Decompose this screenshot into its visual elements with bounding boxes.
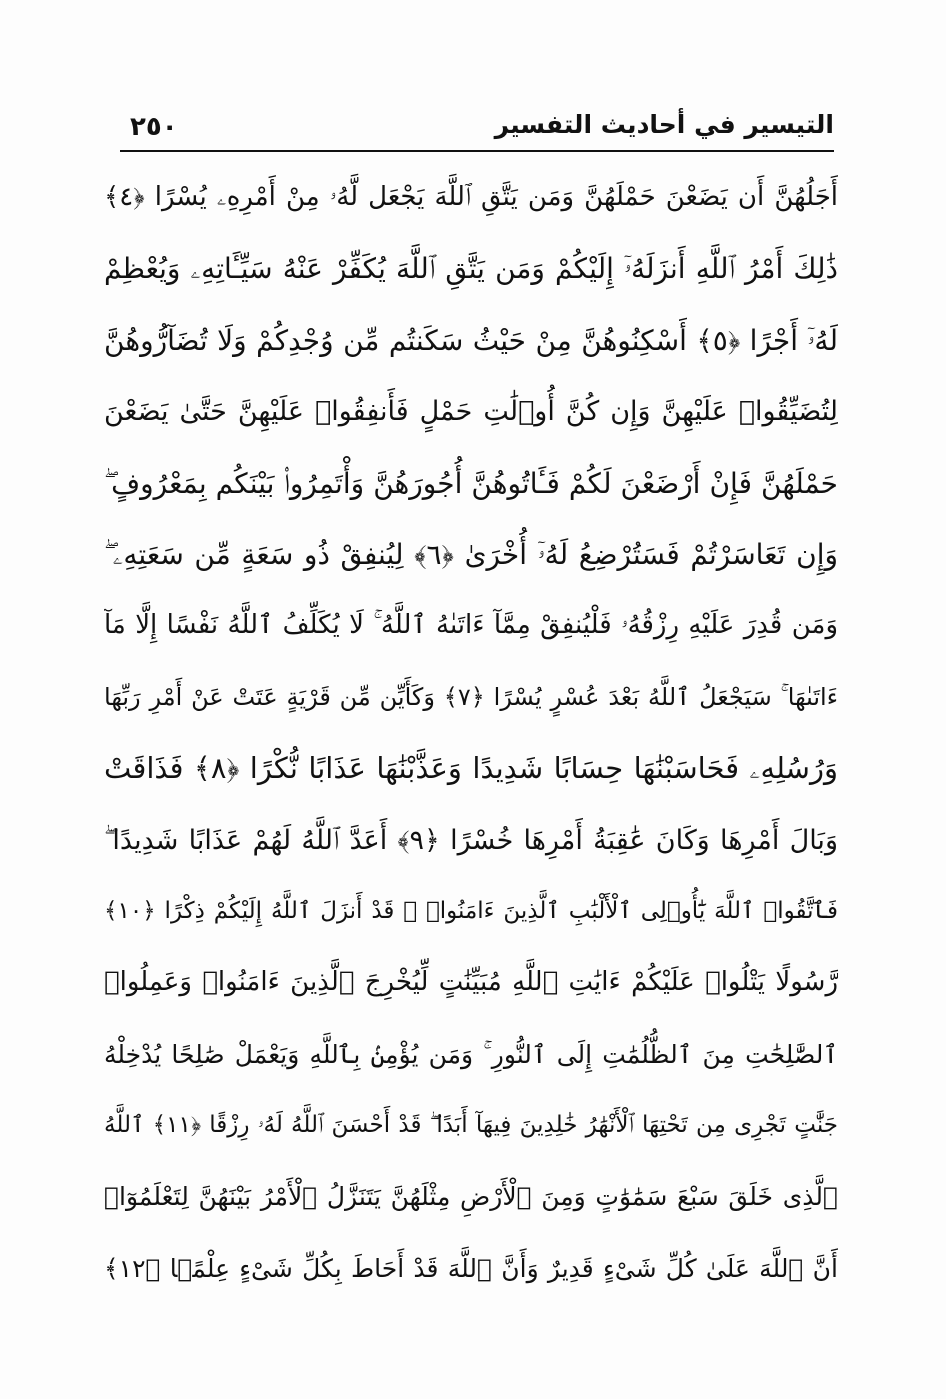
- text-line: فَٱتَّقُوا۟ ٱللَّهَ يَٰٓأُو۟لِى ٱلْأَلْبَٰبِ ٱلَّذِينَ ءَامَنُوا۟ ۚ قَدْ أَنزَلَ ٱللَّهُ إِلَيْكُمْ ذِكْرًا ﴿١٠﴾: [104, 897, 838, 924]
- text-line: ٱلَّذِى خَلَقَ سَبْعَ سَمَٰوَٰتٍ وَمِنَ ٱلْأَرْضِ مِثْلَهُنَّ يَتَنَزَّلُ ٱلْأَمْرُ بَيْنَهُنَّ لِتَعْلَمُوٓا۟: [104, 1182, 838, 1212]
- text-line: أَجَلُهُنَّ أَن يَضَعْنَ حَمْلَهُنَّ وَمَن يَتَّقِ ٱللَّهَ يَجْعَل لَّهُۥ مِنْ أَمْرِهِۦ يُسْرًا ﴿٤﴾: [104, 182, 838, 212]
- text-line: أَنَّ ٱللَّهَ عَلَىٰ كُلِّ شَىْءٍ قَدِيرٌ وَأَنَّ ٱللَّهَ قَدْ أَحَاطَ بِكُلِّ شَىْءٍ عِلْمًۢا ﴿١٢﴾: [104, 1253, 838, 1283]
- book-title: التيسير في أحاديث التفسير: [494, 110, 834, 139]
- text-line: حَمْلَهُنَّ فَإِنْ أَرْضَعْنَ لَكُمْ فَـَٔاتُوهُنَّ أُجُورَهُنَّ وَأْتَمِرُوا۟ بَيْنَكُم بِمَعْرُوفٍ ۖ: [104, 466, 838, 500]
- text-line: لَهُۥٓ أَجْرًا ﴿٥﴾ أَسْكِنُوهُنَّ مِنْ حَيْثُ سَكَنتُم مِّن وُجْدِكُمْ وَلَا تُضَآرُّوهُنَّ: [104, 323, 838, 357]
- text-line: جَنَّٰتٍ تَجْرِى مِن تَحْتِهَا ٱلْأَنْهَٰرُ خَٰلِدِينَ فِيهَآ أَبَدًا ۖ قَدْ أَحْسَنَ ٱللَّهُ لَهُۥ رِزْقًا ﴿١١﴾ ٱللَّهُ: [104, 1112, 838, 1139]
- text-line: لِتُضَيِّقُوا۟ عَلَيْهِنَّ وَإِن كُنَّ أُو۟لَٰتِ حَمْلٍ فَأَنفِقُوا۟ عَلَيْهِنَّ حَتَّىٰ يَضَعْنَ: [104, 396, 838, 428]
- page-header: [120, 108, 834, 154]
- header-divider: [120, 150, 834, 152]
- quran-text-block: [104, 162, 838, 1304]
- text-line: وَمَن قُدِرَ عَلَيْهِ رِزْقُهُۥ فَلْيُنفِقْ مِمَّآ ءَاتَىٰهُ ٱللَّهُ ۚ لَا يُكَلِّفُ ٱللَّهُ نَفْسًا إِلَّا مَآ: [104, 610, 838, 641]
- text-line: ٱلصَّٰلِحَٰتِ مِنَ ٱلظُّلُمَٰتِ إِلَى ٱلنُّورِ ۚ وَمَن يُؤْمِنۢ بِٱللَّهِ وَيَعْمَلْ صَٰلِحًا يُدْخِلْهُ: [104, 1039, 838, 1069]
- text-line: وَإِن تَعَاسَرْتُمْ فَسَتُرْضِعُ لَهُۥٓ أُخْرَىٰ ﴿٦﴾ لِيُنفِقْ ذُو سَعَةٍ مِّن سَعَتِهِۦ ۖ: [104, 537, 838, 571]
- page-number: ٢٥٠: [130, 112, 178, 142]
- text-line: وَبَالَ أَمْرِهَا وَكَانَ عَٰقِبَةُ أَمْرِهَا خُسْرًا ﴿٩﴾ أَعَدَّ ٱللَّهُ لَهُمْ عَذَابًا شَدِيدًا ۖ: [104, 824, 838, 856]
- text-line: رَّسُولًا يَتْلُوا۟ عَلَيْكُمْ ءَايَٰتِ ٱللَّهِ مُبَيِّنَٰتٍ لِّيُخْرِجَ ٱلَّذِينَ ءَامَنُوا۟ وَعَمِلُوا۟: [104, 967, 838, 998]
- text-line: ذَٰلِكَ أَمْرُ ٱللَّهِ أَنزَلَهُۥٓ إِلَيْكُمْ وَمَن يَتَّقِ ٱللَّهَ يُكَفِّرْ عَنْهُ سَيِّـَٔاتِهِۦ وَيُعْظِمْ: [104, 252, 838, 286]
- text-line: وَرُسُلِهِۦ فَحَاسَبْنَٰهَا حِسَابًا شَدِيدًا وَعَذَّبْنَٰهَا عَذَابًا نُّكْرًا ﴿٨﴾ فَذَاقَتْ: [104, 751, 838, 786]
- text-line: ءَاتَىٰهَا ۚ سَيَجْعَلُ ٱللَّهُ بَعْدَ عُسْرٍ يُسْرًا ﴿٧﴾ وَكَأَيِّن مِّن قَرْيَةٍ عَتَتْ عَنْ أَمْرِ رَبِّهَا: [104, 682, 838, 711]
